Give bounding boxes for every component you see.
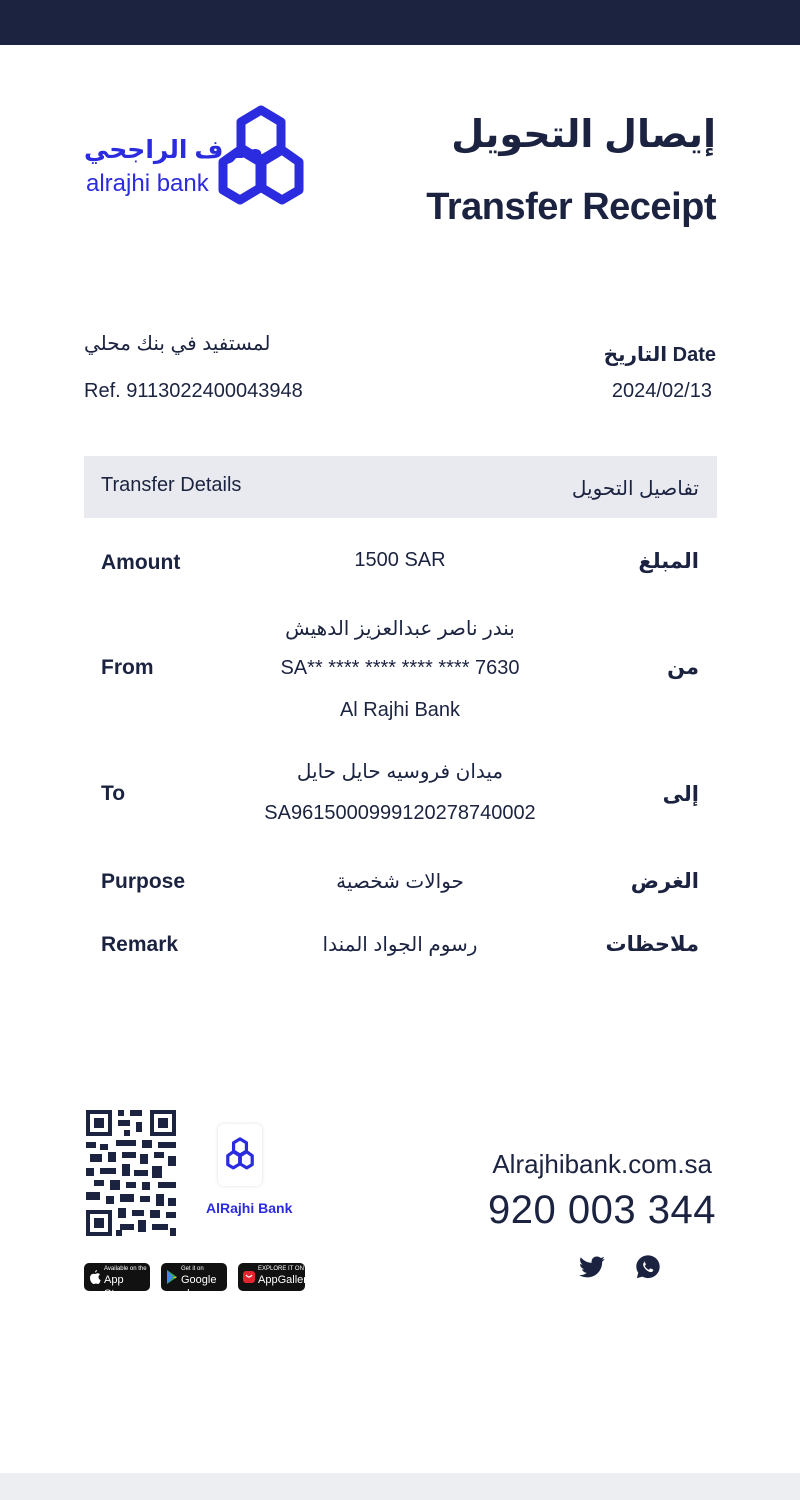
to-label-ar: إلى xyxy=(662,783,699,806)
from-label-ar: من xyxy=(667,656,699,679)
from-account: SA** **** **** **** **** 7630 xyxy=(280,657,520,679)
page-bottom-margin xyxy=(0,1473,800,1500)
alrajhi-app-icon xyxy=(226,1137,254,1173)
bank-name-ar: مصرف الراجحي xyxy=(84,136,280,164)
apple-icon xyxy=(89,1269,101,1285)
phone-number[interactable]: 920 003 344 xyxy=(488,1188,716,1232)
app-store-badge[interactable] xyxy=(84,1263,150,1300)
website-link[interactable]: Alrajhibank.com.sa xyxy=(492,1149,712,1179)
amount-value: 1500 SAR xyxy=(354,549,446,571)
google-play-small: Get it on xyxy=(181,1266,204,1272)
date-value: 2024/02/13 xyxy=(611,380,712,402)
transfer-details-title-en: Transfer Details xyxy=(101,474,242,496)
purpose-label-ar: الغرض xyxy=(630,870,699,893)
appgallery-badge[interactable] xyxy=(238,1263,313,1291)
amount-label-en: Amount xyxy=(101,551,181,574)
from-name: بندر ناصر عبدالعزيز الدهيش xyxy=(285,618,515,640)
from-bank: Al Rajhi Bank xyxy=(339,699,461,721)
date-label-en: Date xyxy=(672,344,716,366)
remark-label-en: Remark xyxy=(101,933,179,956)
transfer-details-title-ar: تفاصيل التحويل xyxy=(571,478,699,500)
ref-label: Ref. xyxy=(84,380,121,402)
purpose-value: حوالات شخصية xyxy=(336,871,464,893)
title-ar: إيصال التحويل xyxy=(451,114,716,156)
appgallery-small: EXPLORE IT ON xyxy=(258,1266,304,1272)
from-label-en: From xyxy=(101,656,154,679)
google-play-badge[interactable] xyxy=(161,1263,227,1300)
huawei-icon xyxy=(243,1269,255,1285)
whatsapp-icon[interactable] xyxy=(634,1252,662,1282)
app-store-small: Available on the xyxy=(104,1266,147,1272)
reference-number xyxy=(84,380,303,403)
to-name: ميدان فروسيه حايل حايل xyxy=(296,761,504,783)
alrajhi-logo-icon xyxy=(218,104,304,216)
app-store-big: App Store xyxy=(104,1274,131,1300)
top-bar xyxy=(0,0,800,45)
title-en: Transfer Receipt xyxy=(426,186,716,228)
to-iban: SA9615000999120278740002 xyxy=(264,802,536,824)
to-label-en: To xyxy=(101,782,126,805)
ref-value: 9113022400043948 xyxy=(126,380,303,402)
google-play-big: Google play xyxy=(181,1274,217,1300)
app-icon-tile[interactable] xyxy=(218,1124,262,1186)
twitter-icon[interactable] xyxy=(578,1252,606,1282)
purpose-label-en: Purpose xyxy=(101,870,186,893)
beneficiary-type: لمستفيد في بنك محلي xyxy=(84,333,271,355)
app-name: AlRajhi Bank xyxy=(206,1200,293,1216)
appgallery-big: AppGallery xyxy=(258,1274,313,1286)
date-label-ar: التاريخ xyxy=(603,344,668,366)
remark-value: رسوم الجواد المندا xyxy=(322,934,478,956)
amount-label-ar: المبلغ xyxy=(638,550,699,573)
qr-code-icon[interactable] xyxy=(86,1110,176,1236)
bank-name-en: alrajhi bank xyxy=(86,170,209,197)
google-play-icon xyxy=(166,1269,178,1285)
remark-label-ar: ملاحظات xyxy=(605,933,699,956)
date-label xyxy=(604,342,716,367)
